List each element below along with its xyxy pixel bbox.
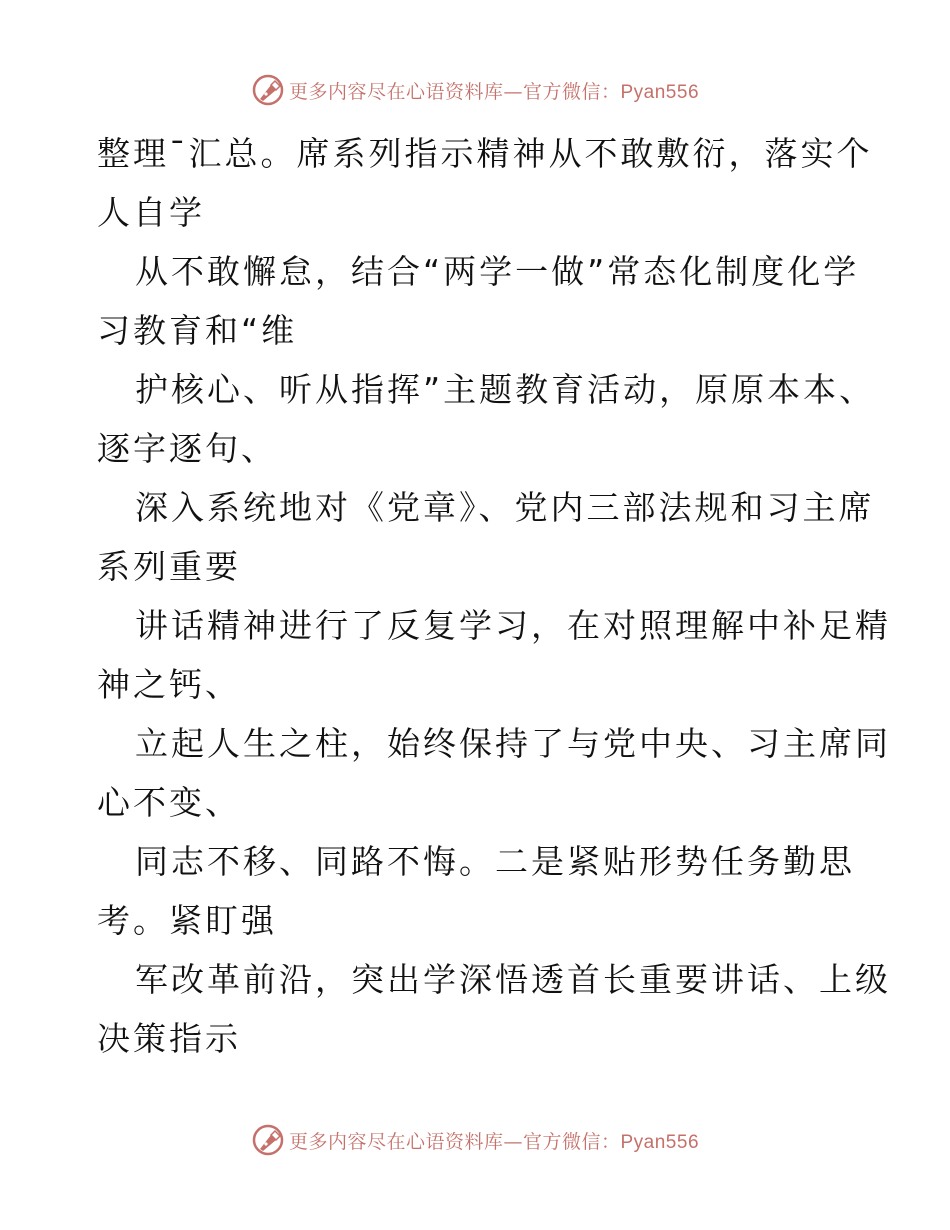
watermark-text: 更多内容尽在心语资料库—官方微信：Pyan556 bbox=[288, 80, 700, 103]
body-line: 考。紧盯强 bbox=[97, 901, 277, 940]
header-watermark bbox=[0, 70, 950, 110]
body-line: 决策指示 bbox=[97, 1019, 241, 1058]
body-line: 军改革前沿，突出学深悟透首长重要讲话、上级 bbox=[135, 960, 891, 999]
body-line: 神之钙、 bbox=[97, 665, 241, 704]
body-line: 同志不移、同路不悔。二是紧贴形势任务勤思 bbox=[135, 842, 855, 881]
body-line: 习教育和“维 bbox=[97, 311, 298, 350]
body-line: 整理¯汇总。席系列指示精神从不敢敷衍，落实个 bbox=[97, 134, 873, 173]
pen-nib-circle-icon bbox=[251, 73, 285, 107]
body-line: 逐字逐句、 bbox=[97, 429, 277, 468]
pen-nib-circle-icon bbox=[251, 1123, 285, 1157]
body-line: 护核心、听从指挥”主题教育活动，原原本本、 bbox=[135, 370, 876, 409]
body-line: 立起人生之柱，始终保持了与党中央、习主席同 bbox=[135, 724, 891, 763]
watermark-text: 更多内容尽在心语资料库—官方微信：Pyan556 bbox=[288, 1130, 700, 1153]
body-line: 深入系统地对《党章》、党内三部法规和习主席 bbox=[135, 488, 875, 527]
body-line: 系列重要 bbox=[97, 547, 241, 586]
footer-watermark bbox=[0, 1120, 950, 1160]
document-body bbox=[97, 124, 891, 1068]
body-line: 心不变、 bbox=[97, 783, 241, 822]
body-line: 讲话精神进行了反复学习，在对照理解中补足精 bbox=[135, 606, 891, 645]
body-line: 从不敢懈怠，结合“两学一做”常态化制度化学 bbox=[135, 252, 860, 291]
body-line: 人自学 bbox=[97, 193, 205, 232]
